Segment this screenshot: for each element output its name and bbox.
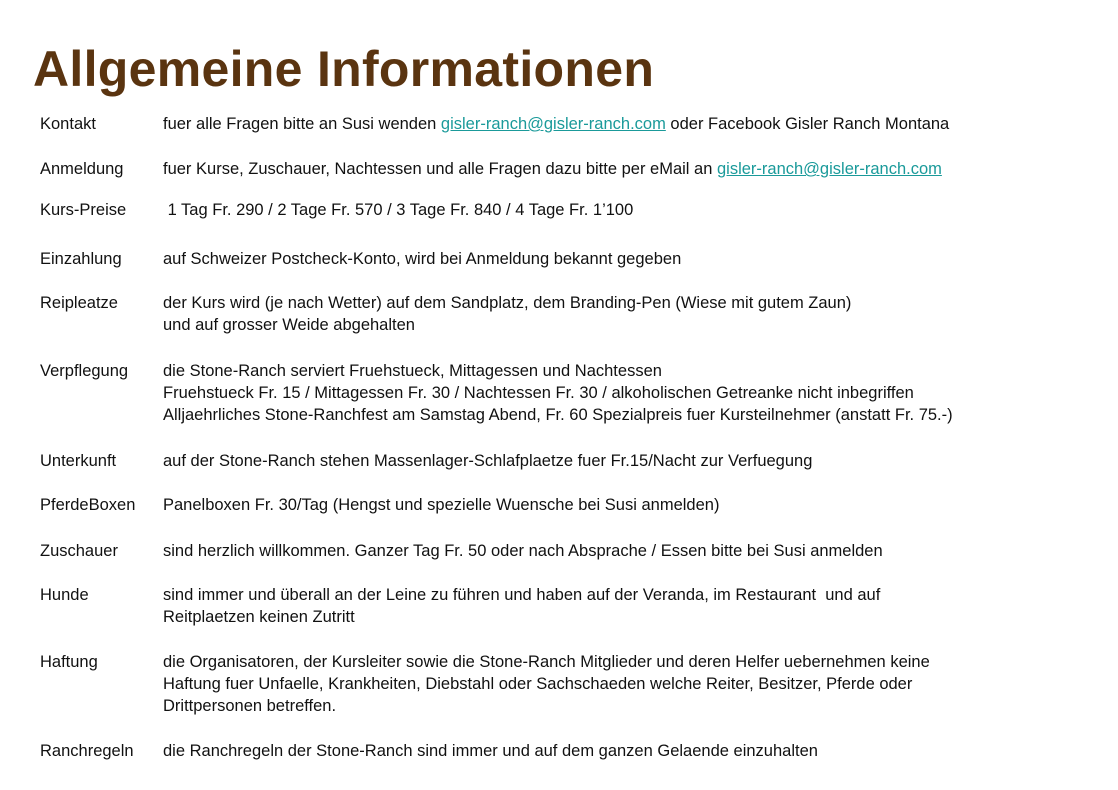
- row-text: 1 Tag Fr. 290 / 2 Tage Fr. 570 / 3 Tage Fr. 840 / 4 Tage Fr. 1’100: [163, 201, 634, 219]
- row-content: [163, 584, 880, 628]
- row-label: Hunde: [40, 586, 89, 604]
- row-content: [163, 292, 851, 336]
- row-label: Zuschauer: [40, 542, 118, 560]
- row-label: Einzahlung: [40, 250, 122, 268]
- row-line: Fruehstueck Fr. 15 / Mittagessen Fr. 30 / Nachtessen Fr. 30 / alkoholischen Getreanke nicht inbegriffen: [163, 384, 914, 402]
- row-label: Ranchregeln: [40, 742, 134, 760]
- row-label: Anmeldung: [40, 160, 124, 178]
- row-line: sind immer und überall an der Leine zu führen und haben auf der Veranda, im Restaurant und auf: [163, 586, 881, 604]
- row-label: Kontakt: [40, 115, 96, 133]
- row-line: die Stone-Ranch serviert Fruehstueck, Mittagessen und Nachtessen: [163, 362, 662, 380]
- row-content: [163, 360, 953, 426]
- row-text: fuer Kurse, Zuschauer, Nachtessen und alle Fragen dazu bitte per eMail an: [163, 160, 717, 178]
- row-text: oder Facebook Gisler Ranch Montana: [665, 115, 950, 133]
- row-line: Drittpersonen betreffen.: [163, 697, 337, 715]
- row-content: [163, 113, 949, 135]
- row-line: der Kurs wird (je nach Wetter) auf dem Sandplatz, dem Branding-Pen (Wiese mit gutem Zaun): [163, 294, 852, 312]
- row-line: und auf grosser Weide abgehalten: [163, 316, 415, 334]
- row-label: Kurs-Preise: [40, 201, 127, 219]
- row-content: [163, 158, 942, 180]
- row-content: [163, 651, 930, 717]
- row-text: sind herzlich willkommen. Ganzer Tag Fr. 50 oder nach Absprache / Essen bitte bei Susi anmelden: [163, 542, 883, 560]
- row-text: auf der Stone-Ranch stehen Massenlager-Schlafplaetze fuer Fr.15/Nacht zur Verfuegung: [163, 452, 813, 470]
- email-link[interactable]: gisler-ranch@gisler-ranch.com: [440, 115, 666, 133]
- row-label: Verpflegung: [40, 362, 129, 380]
- row-line: Reitplaetzen keinen Zutritt: [163, 608, 355, 626]
- row-text: Panelboxen Fr. 30/Tag (Hengst und spezielle Wuensche bei Susi anmelden): [163, 496, 720, 514]
- row-line: die Organisatoren, der Kursleiter sowie die Stone-Ranch Mitglieder und deren Helfer uebernehmen keine: [163, 653, 930, 671]
- row-label: Unterkunft: [40, 452, 117, 470]
- row-text: auf Schweizer Postcheck-Konto, wird bei Anmeldung bekannt gegeben: [163, 250, 682, 268]
- email-link[interactable]: gisler-ranch@gisler-ranch.com: [716, 160, 942, 178]
- row-line: Haftung fuer Unfaelle, Krankheiten, Diebstahl oder Sachschaeden welche Reiter, Besitzer, Pferde oder: [163, 675, 913, 693]
- page-title: Allgemeine Informationen: [33, 41, 655, 97]
- row-label: Haftung: [40, 653, 98, 671]
- row-text: die Ranchregeln der Stone-Ranch sind immer und auf dem ganzen Gelaende einzuhalten: [163, 742, 818, 760]
- row-label: PferdeBoxen: [40, 496, 136, 514]
- row-line: Alljaehrliches Stone-Ranchfest am Samstag Abend, Fr. 60 Spezialpreis fuer Kursteilnehmer (anstatt Fr. 75.-): [163, 406, 953, 424]
- row-label: Reipleatze: [40, 294, 118, 312]
- row-text: fuer alle Fragen bitte an Susi wenden: [163, 115, 441, 133]
